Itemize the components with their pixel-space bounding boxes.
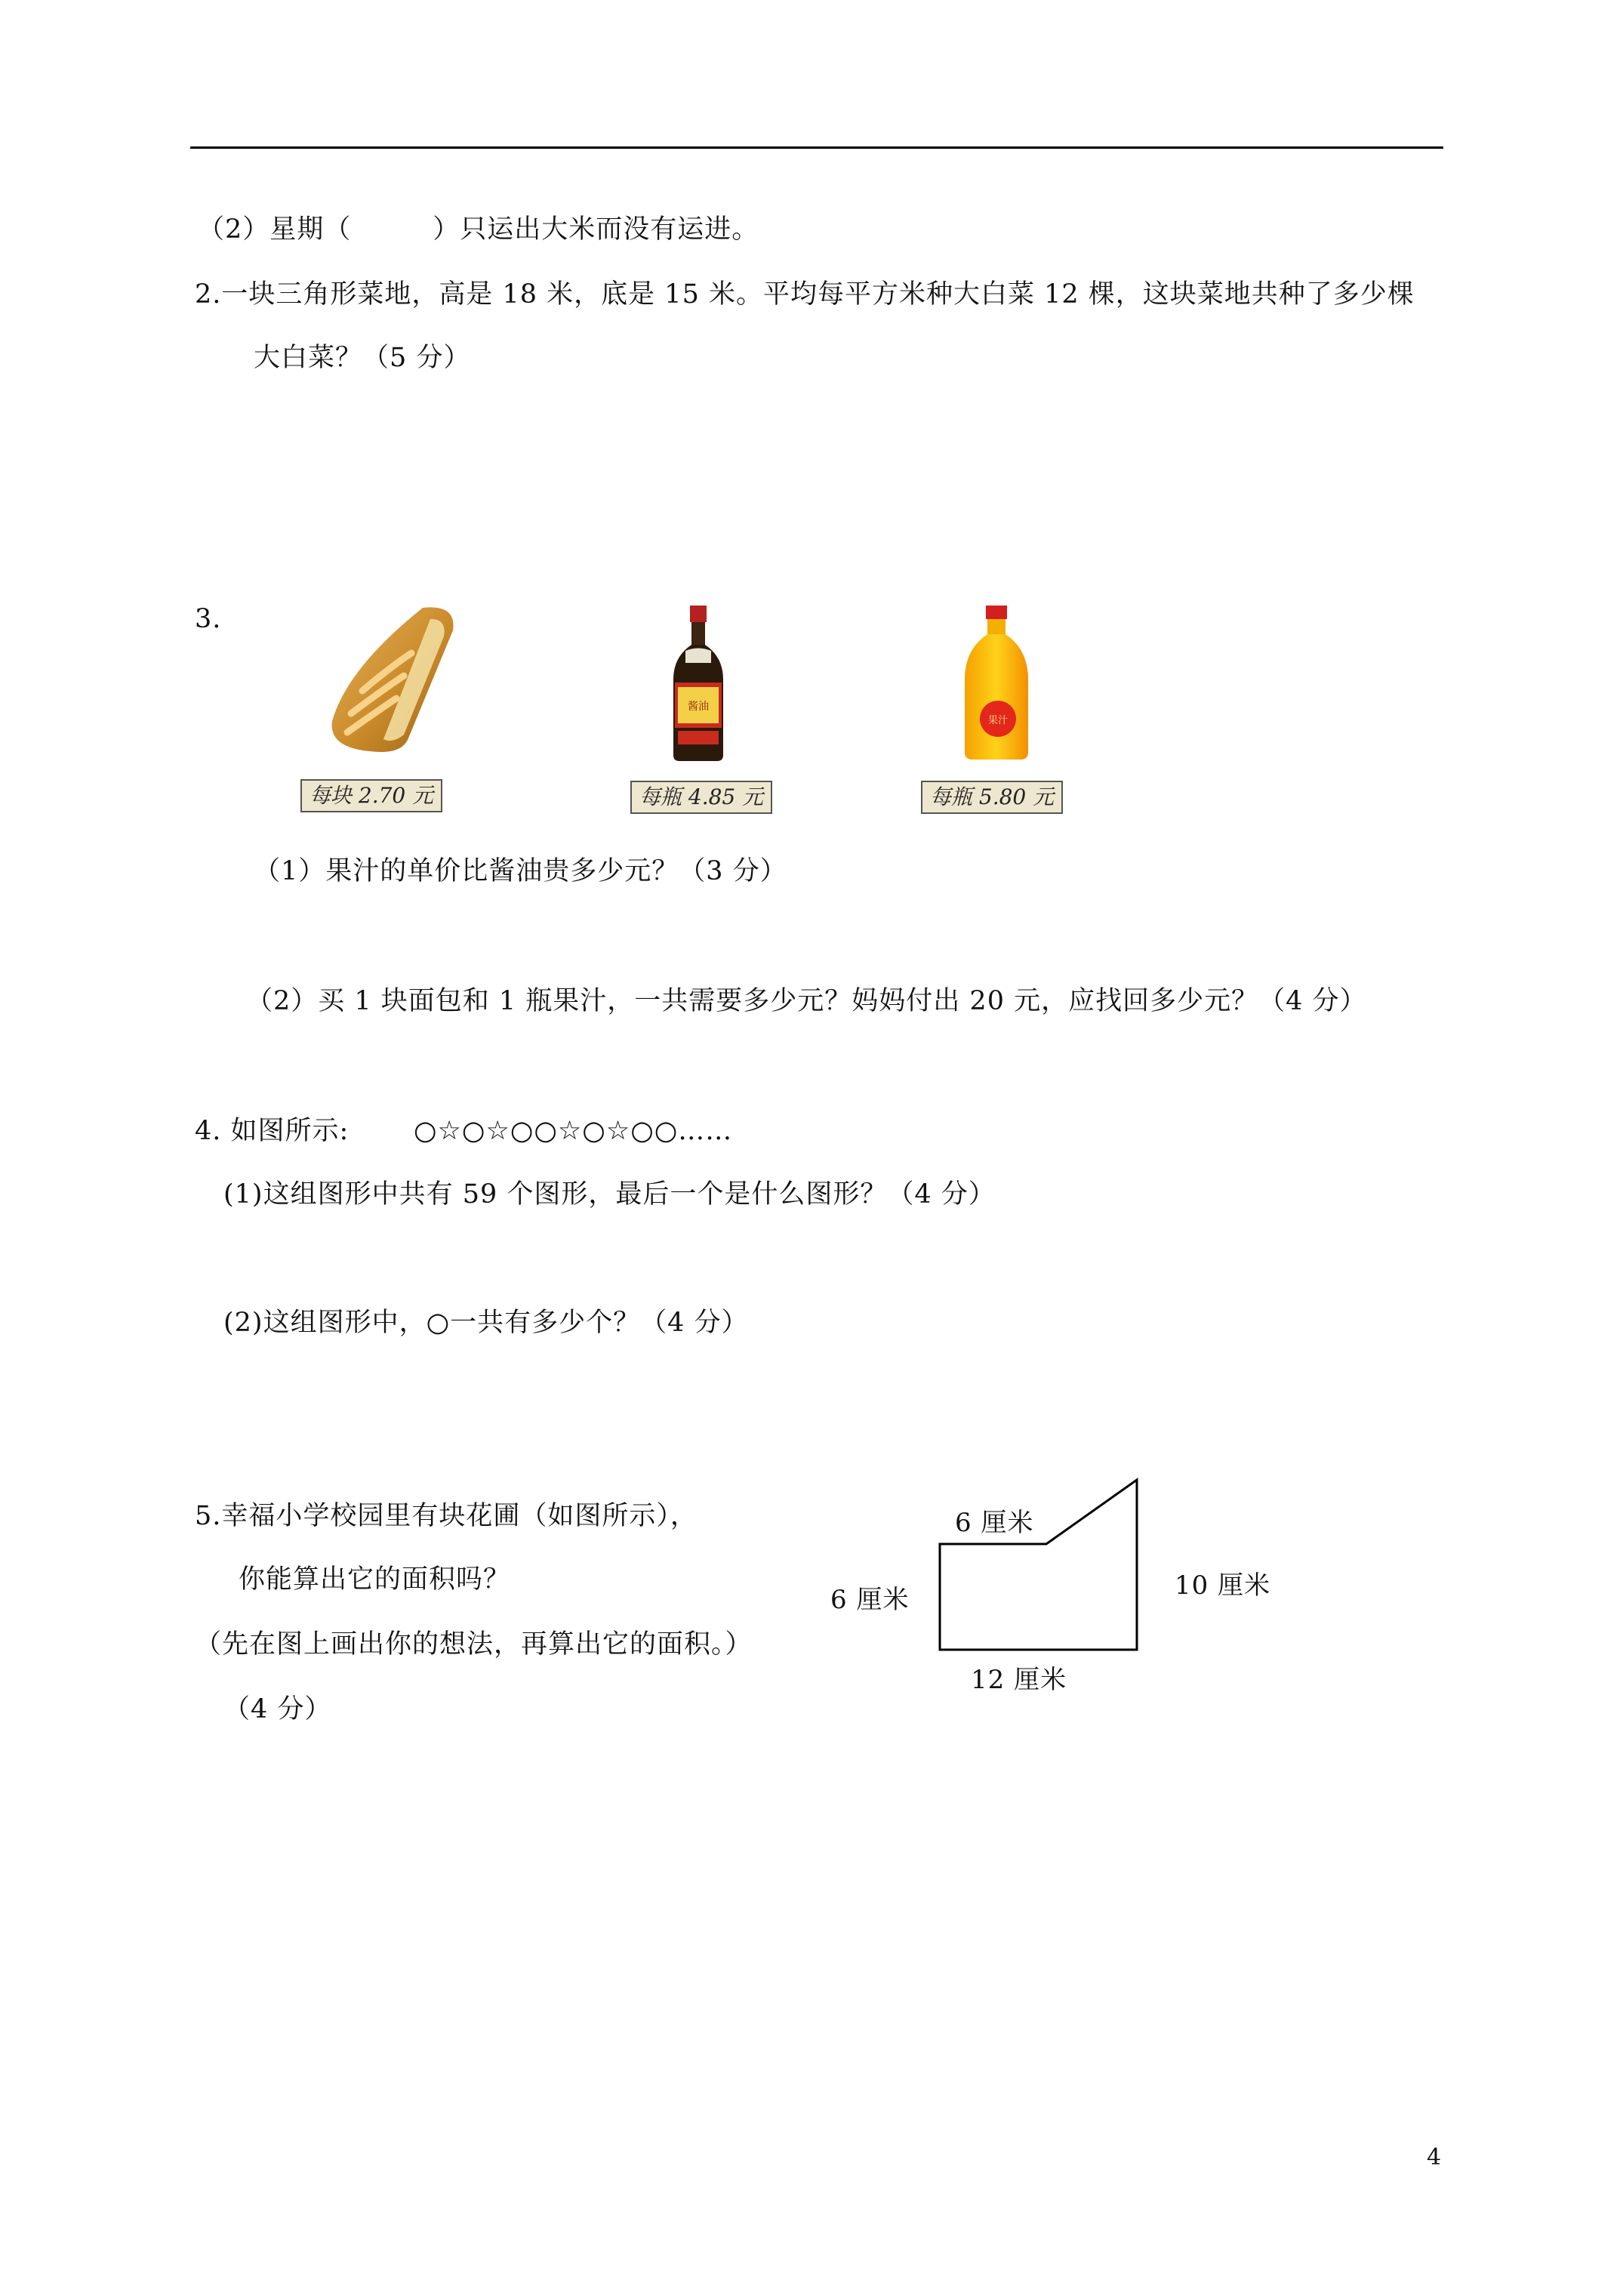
juice-bottle-label: 果汁 (987, 715, 1009, 726)
juice-price-label: 每瓶 5.80 元 (921, 781, 1063, 814)
soy-sauce-price-label: 每瓶 4.85 元 (630, 781, 772, 814)
q5-line2: 你能算出它的面积吗？ (239, 1564, 511, 1595)
page-number: 4 (1427, 2144, 1442, 2171)
q2-line2: 大白菜？（5 分） (254, 343, 471, 373)
soy-sauce-bottle-label: 酱油 (688, 701, 709, 713)
q3-number: 3. (195, 604, 222, 634)
q4-shape-pattern: ○☆○☆○○☆○☆○○…… (414, 1116, 733, 1146)
q3-sub2: （2）买 1 块面包和 1 瓶果汁，一共需要多少元？妈妈付出 20 元，应找回多少元？（4 分） (246, 986, 1367, 1016)
q4-sub2: (2)这组图形中，○一共有多少个？（4 分） (223, 1308, 749, 1338)
q4-sub1: (1)这组图形中共有 59 个图形，最后一个是什么图形？（4 分） (223, 1179, 996, 1210)
figure-bottom-label: 12 厘米 (971, 1665, 1067, 1695)
flower-bed-figure (936, 1476, 1147, 1657)
q5-line4: （4 分） (223, 1694, 332, 1724)
bread-price-label: 每块 2.70 元 (300, 779, 442, 812)
q5-line1: 5.幸福小学校园里有块花圃（如图所示）， (195, 1501, 698, 1531)
header-rule (190, 146, 1443, 149)
juice-bottle-icon (959, 604, 1034, 763)
figure-left-label: 6 厘米 (830, 1585, 910, 1615)
q5-line3: （先在图上画出你的想法，再算出它的面积。） (195, 1629, 753, 1660)
q1-part2-text: （2）星期（ ）只运出大米而没有运进。 (198, 214, 759, 245)
figure-top-label: 6 厘米 (955, 1508, 1034, 1538)
q4-intro: 4. 如图所示: (195, 1116, 350, 1146)
q2-line1: 2.一块三角形菜地，高是 18 米，底是 15 米。平均每平方米种大白菜 12 棵，这块菜地共种了多少棵 (195, 279, 1415, 310)
q3-sub1: （1）果汁的单价比酱油贵多少元？（3 分） (254, 856, 787, 886)
figure-right-label: 10 厘米 (1175, 1570, 1271, 1601)
soy-sauce-bottle-icon (664, 604, 732, 763)
bread-icon (317, 600, 468, 759)
